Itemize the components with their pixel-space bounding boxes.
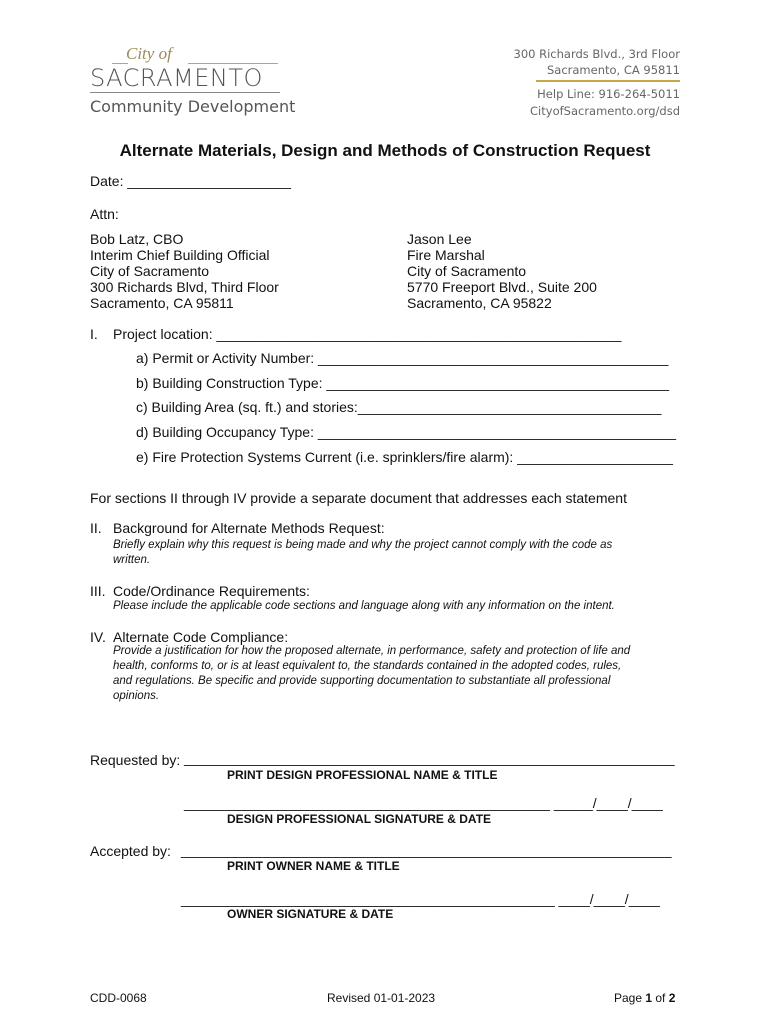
description-line: and regulations. Be specific and provide supporting documentation to substantiate all professional bbox=[113, 675, 611, 687]
section-4-heading: Alternate Code Compliance: bbox=[113, 629, 289, 645]
owner-signature-caption: OWNER SIGNATURE & DATE bbox=[227, 907, 394, 921]
accepted-by-label: Accepted by: bbox=[90, 843, 171, 859]
fire-protection-field[interactable]: e) Fire Protection Systems Current (i.e. sprinklers/fire alarm): ____________________ bbox=[136, 449, 673, 465]
construction-type-field[interactable]: b) Building Construction Type: ____________________________________________ bbox=[136, 375, 669, 391]
website: CityofSacramento.org/dsd bbox=[530, 104, 680, 118]
section-4-numeral: IV. bbox=[90, 629, 106, 645]
description-line: Please include the applicable code sections and language along with any information on the intent. bbox=[113, 600, 615, 612]
help-line: Help Line: 916-264-5011 bbox=[537, 87, 680, 101]
accepted-by-line[interactable]: _______________________________________________________________ bbox=[181, 842, 672, 858]
logo-divider bbox=[90, 92, 280, 93]
contact-building-official bbox=[90, 231, 279, 311]
form-title: Alternate Materials, Design and Methods of Construction Request bbox=[119, 141, 651, 160]
occupancy-type-field[interactable]: d) Building Occupancy Type: ______________________________________________ bbox=[136, 424, 677, 440]
contact-line: Bob Latz, CBO bbox=[90, 231, 184, 247]
designer-signature-line[interactable]: _______________________________________________ _____/____/____ bbox=[184, 795, 663, 811]
contact-line: Sacramento, CA 95811 bbox=[90, 295, 234, 311]
contact-line: City of Sacramento bbox=[90, 263, 210, 279]
page-prefix: Page bbox=[614, 991, 646, 1005]
section-3-heading: Code/Ordinance Requirements: bbox=[113, 583, 310, 599]
print-designer-caption: PRINT DESIGN PROFESSIONAL NAME & TITLE bbox=[227, 768, 498, 782]
section-4-description bbox=[113, 644, 630, 704]
print-owner-caption: PRINT OWNER NAME & TITLE bbox=[227, 859, 400, 873]
page-of: of bbox=[652, 991, 669, 1005]
description-line: written. bbox=[113, 554, 151, 566]
contact-line: 300 Richards Blvd, Third Floor bbox=[90, 279, 279, 295]
requested-by-label: Requested by: bbox=[90, 752, 181, 768]
description-line: opinions. bbox=[113, 690, 160, 702]
section-1-numeral: I. bbox=[90, 326, 98, 342]
owner-signature-line[interactable]: ________________________________________________ ____/____/____ bbox=[181, 891, 660, 907]
address-line-1: 300 Richards Blvd., 3rd Floor bbox=[513, 47, 680, 61]
contact-line: City of Sacramento bbox=[407, 263, 527, 279]
section-2-description bbox=[113, 538, 612, 568]
page-current: 1 bbox=[645, 991, 653, 1005]
section-2-numeral: II. bbox=[90, 520, 102, 536]
description-line: Provide a justification for how the proposed alternate, in performance, safety and protection of life and bbox=[113, 645, 631, 657]
contact-fire-marshal bbox=[407, 231, 597, 311]
form-number: CDD-0068 bbox=[90, 991, 147, 1005]
page-total: 2 bbox=[668, 991, 676, 1005]
permit-number-field[interactable]: a) Permit or Activity Number: _____________________________________________ bbox=[136, 350, 669, 366]
contact-line: Fire Marshal bbox=[407, 247, 485, 263]
building-area-field[interactable]: c) Building Area (sq. ft.) and stories:_______________________________________ bbox=[136, 399, 662, 415]
contact-line: 5770 Freeport Blvd., Suite 200 bbox=[407, 279, 597, 295]
section-2-heading: Background for Alternate Methods Request: bbox=[113, 520, 385, 536]
section-3-description bbox=[113, 599, 615, 614]
project-location-field[interactable]: Project location: ____________________________________________________ bbox=[113, 326, 622, 342]
designer-signature-caption: DESIGN PROFESSIONAL SIGNATURE & DATE bbox=[227, 812, 492, 826]
contact-line: Sacramento, CA 95822 bbox=[407, 295, 552, 311]
attn-label: Attn: bbox=[90, 206, 119, 222]
description-line: health, conforms to, or is at least equivalent to, the standards contained in the adopted codes, rules, bbox=[113, 660, 622, 672]
revised-date: Revised 01-01-2023 bbox=[327, 991, 436, 1005]
page-number bbox=[614, 991, 675, 1005]
instruction-text: For sections II through IV provide a separate document that addresses each statement bbox=[90, 490, 627, 506]
description-line: Briefly explain why this request is being made and why the project cannot comply with the code as bbox=[113, 539, 613, 551]
logo-department: Community Development bbox=[90, 97, 296, 116]
requested-by-line[interactable]: _______________________________________________________________ bbox=[184, 750, 675, 766]
date-field[interactable]: Date: _____________________ bbox=[90, 173, 291, 189]
logo-city-of: City of bbox=[126, 44, 172, 63]
section-3-numeral: III. bbox=[90, 583, 106, 599]
logo-sacramento: SACRAMENTO bbox=[90, 64, 263, 92]
contact-line: Jason Lee bbox=[407, 231, 472, 247]
contact-line: Interim Chief Building Official bbox=[90, 247, 270, 263]
address-line-2: Sacramento, CA 95811 bbox=[546, 63, 680, 77]
address-rule bbox=[536, 80, 680, 82]
